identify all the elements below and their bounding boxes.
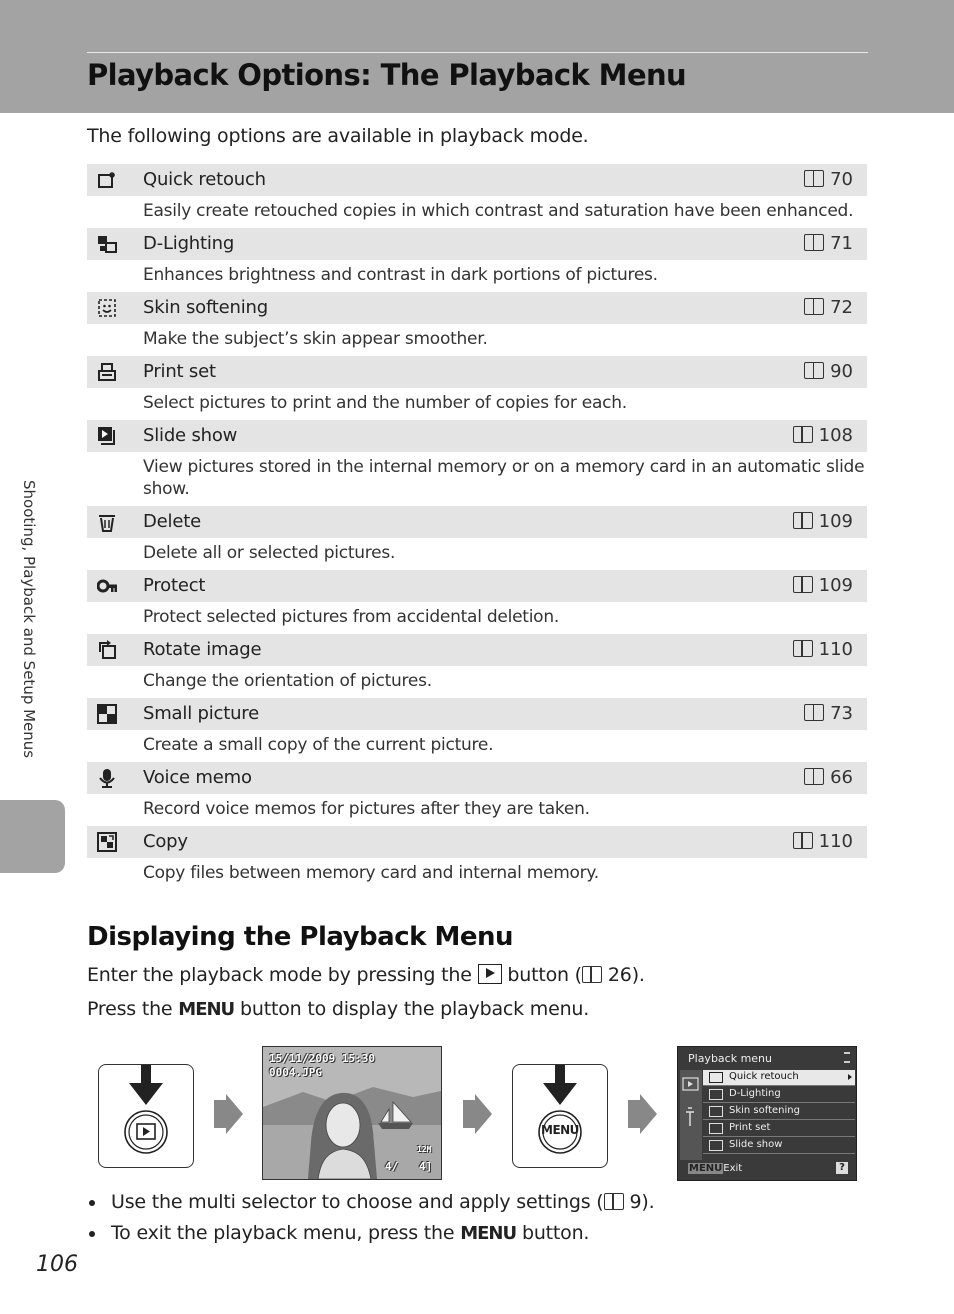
book-ref-icon: [804, 362, 824, 379]
option-description: Copy files between memory card and internal memory.: [143, 863, 599, 883]
option-description: Enhances brightness and contrast in dark portions of pictures.: [143, 265, 658, 285]
header-rule: [87, 52, 868, 53]
book-ref-icon: [793, 512, 813, 529]
option-name: Skin softening: [143, 297, 268, 318]
option-page-ref: [804, 297, 853, 318]
help-icon: ?: [836, 1162, 848, 1174]
slide-show-icon: [97, 426, 117, 446]
instruction-text: Enter the playback mode by pressing the: [87, 964, 472, 986]
quick-retouch-icon: [97, 170, 117, 190]
option-page-ref: [804, 169, 853, 190]
page-number: 106: [36, 1252, 78, 1277]
book-ref-icon: [804, 298, 824, 315]
bullet-list: [87, 1188, 654, 1250]
option-page-ref: [793, 425, 853, 446]
option-page-ref: [793, 575, 853, 596]
menu-item-label: Skin softening: [729, 1105, 800, 1116]
menu-button-label: MENU: [541, 1123, 579, 1137]
option-name: Small picture: [143, 703, 259, 724]
option-description: Make the subject’s skin appear smoother.: [143, 329, 488, 349]
page-ref: 70: [830, 169, 853, 190]
instruction-text: button to display the playback menu.: [240, 998, 590, 1020]
menu-screen-item: [703, 1138, 855, 1154]
page-ref: 109: [818, 511, 853, 532]
option-page-ref: [793, 831, 853, 852]
option-description: Select pictures to print and the number of copies for each.: [143, 393, 627, 413]
press-down-arrow-icon: [99, 1065, 192, 1166]
menu-item-icon: [709, 1140, 723, 1151]
menu-item-label: Print set: [729, 1122, 771, 1133]
book-ref-icon: [604, 1193, 624, 1210]
side-tab: [0, 800, 65, 873]
flow-arrow-icon: [626, 1092, 658, 1136]
submenu-arrow-icon: [848, 1074, 852, 1080]
instruction-text: ).: [631, 964, 645, 986]
option-row: [87, 228, 867, 260]
section-title: Displaying the Playback Menu: [87, 922, 513, 952]
option-description: Easily create retouched copies in which contrast and saturation have been enhanced.: [143, 201, 854, 221]
exit-label: Exit: [723, 1163, 743, 1174]
flow-arrow-icon: [212, 1092, 244, 1136]
book-ref-icon: [793, 832, 813, 849]
book-ref-icon: [804, 234, 824, 251]
menu-item-label: Quick retouch: [729, 1071, 799, 1082]
option-page-ref: [793, 511, 853, 532]
menu-button-illustration: [512, 1064, 608, 1168]
intro-text: The following options are available in playback mode.: [87, 125, 589, 147]
option-row: [87, 698, 867, 730]
menu-item-label: D-Lighting: [729, 1088, 781, 1099]
page-ref: 90: [830, 361, 853, 382]
page-ref: 66: [830, 767, 853, 788]
menu-item-icon: [709, 1072, 723, 1083]
option-row: [87, 356, 867, 388]
options-table: [87, 164, 867, 890]
microphone-icon: [97, 768, 117, 788]
skin-softening-icon: [97, 298, 117, 318]
option-row: [87, 164, 867, 196]
flow-arrow-icon: [461, 1092, 493, 1136]
option-description: Delete all or selected pictures.: [143, 543, 396, 563]
menu-screen-title: Playback menu: [688, 1052, 773, 1065]
remaining-count: 4]: [419, 1160, 433, 1173]
option-row: [87, 570, 867, 602]
instruction-line-1: [87, 964, 645, 986]
option-page-ref: [804, 233, 853, 254]
option-name: Voice memo: [143, 767, 252, 788]
menu-item-icon: [709, 1123, 723, 1134]
small-picture-icon: [97, 704, 117, 724]
menu-item-label: Slide show: [729, 1139, 783, 1150]
menu-screen-item: [703, 1087, 855, 1103]
option-name: Print set: [143, 361, 216, 382]
option-description: Record voice memos for pictures after they are taken.: [143, 799, 590, 819]
image-size-badge: 12M: [417, 1145, 432, 1154]
page-ref: 26: [607, 964, 632, 986]
option-page-ref: [793, 639, 853, 660]
menu-key-label: MENU: [689, 1163, 723, 1174]
menu-exit-hint: [688, 1163, 742, 1174]
option-name: D-Lighting: [143, 233, 235, 254]
setup-tab-icon: [686, 1108, 694, 1126]
print-set-icon: [97, 362, 117, 382]
menu-button-label: MENU: [178, 999, 235, 1020]
option-name: Delete: [143, 511, 201, 532]
camera-screen-illustration: [262, 1046, 442, 1180]
frame-counter: 4/: [385, 1160, 399, 1173]
protect-key-icon: [97, 576, 117, 596]
page-ref: 108: [818, 425, 853, 446]
bullet-item: [87, 1219, 654, 1250]
bullet-item: [87, 1188, 654, 1219]
option-name: Slide show: [143, 425, 238, 446]
page-ref: 73: [830, 703, 853, 724]
rotate-image-icon: [97, 640, 117, 660]
option-row: [87, 762, 867, 794]
option-description: Change the orientation of pictures.: [143, 671, 432, 691]
copy-icon: [97, 832, 117, 852]
playback-tab-icon: [680, 1070, 702, 1160]
page-ref: 110: [818, 831, 853, 852]
book-ref-icon: [582, 966, 602, 983]
page-header: [0, 0, 954, 113]
option-name: Quick retouch: [143, 169, 266, 190]
menu-tab-strip: [680, 1070, 702, 1160]
playback-button-icon: [478, 964, 502, 984]
option-description: Protect selected pictures from accidental deletion.: [143, 607, 559, 627]
option-name: Copy: [143, 831, 188, 852]
page-title: Playback Options: The Playback Menu: [87, 58, 687, 92]
menu-item-icon: [709, 1106, 723, 1117]
bullet-text: ).: [641, 1191, 655, 1213]
option-page-ref: [804, 361, 853, 382]
side-label: Shooting, Playback and Setup Menus: [20, 480, 38, 759]
menu-screen-item: [703, 1104, 855, 1120]
page-ref: 72: [830, 297, 853, 318]
file-name: 0004.JPG: [269, 1066, 322, 1079]
page-ref: 71: [830, 233, 853, 254]
book-ref-icon: [793, 640, 813, 657]
option-row: [87, 826, 867, 858]
book-ref-icon: [793, 576, 813, 593]
option-page-ref: [804, 703, 853, 724]
menu-screen-item: [703, 1070, 855, 1086]
page-ref: 9: [629, 1191, 642, 1213]
press-down-arrow-icon: [513, 1065, 606, 1166]
bullet-text: To exit the playback menu, press the: [111, 1222, 455, 1244]
menu-item-icon: [709, 1089, 723, 1100]
option-row: [87, 634, 867, 666]
option-description: View pictures stored in the internal memory or on a memory card in an automatic slide show.: [143, 457, 865, 499]
book-ref-icon: [804, 768, 824, 785]
option-row: [87, 292, 867, 324]
book-ref-icon: [804, 704, 824, 721]
menu-screen-item: [703, 1121, 855, 1137]
scroll-indicator-icon: [844, 1052, 850, 1063]
menu-button-label: MENU: [460, 1223, 517, 1244]
bullet-text: Use the multi selector to choose and apply settings (: [111, 1191, 604, 1213]
capture-datetime: 15/11/2009 15:30: [269, 1052, 375, 1065]
option-name: Protect: [143, 575, 206, 596]
playback-menu-screen: [677, 1046, 857, 1181]
option-name: Rotate image: [143, 639, 262, 660]
option-row: [87, 420, 867, 452]
instruction-text: Press the: [87, 998, 173, 1020]
instruction-text: button (: [507, 964, 582, 986]
option-description: Create a small copy of the current picture.: [143, 735, 494, 755]
d-lighting-icon: [97, 234, 117, 254]
option-row: [87, 506, 867, 538]
page-ref: 109: [818, 575, 853, 596]
instruction-line-2: [87, 998, 589, 1020]
option-page-ref: [804, 767, 853, 788]
bullet-text: button.: [521, 1222, 590, 1244]
book-ref-icon: [793, 426, 813, 443]
page-ref: 110: [818, 639, 853, 660]
delete-icon: [97, 512, 117, 532]
book-ref-icon: [804, 170, 824, 187]
playback-button-illustration: [98, 1064, 194, 1168]
